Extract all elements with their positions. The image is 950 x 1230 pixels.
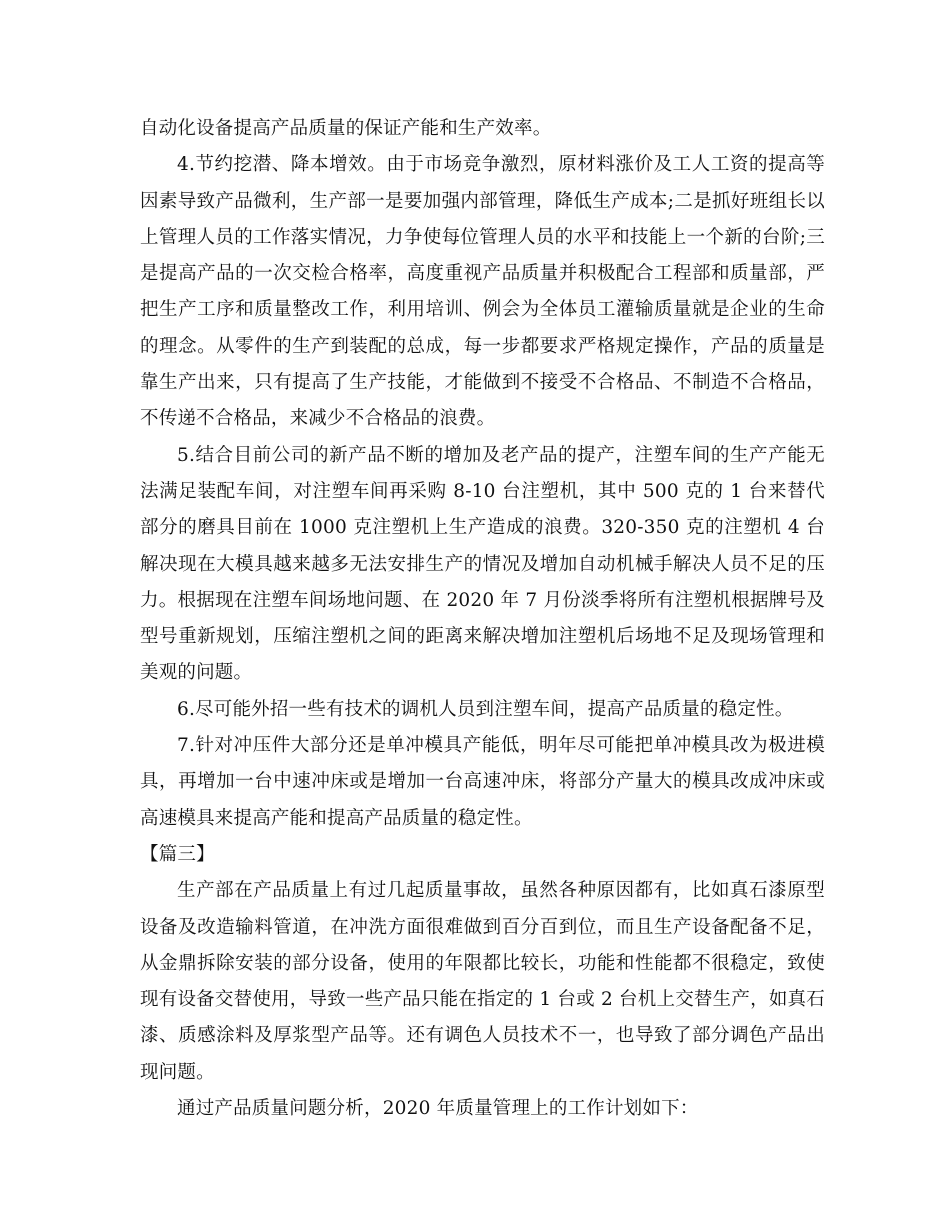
paragraph-part3-plan: 通过产品质量问题分析，2020 年质量管理上的工作计划如下： [177,1098,699,1120]
paragraph-item-7: 7.针对冲压件大部分还是单冲模具产能低，明年尽可能把单冲模具改为极进模具，再增加一台中速冲床或是增加一台高速冲床，将部分产量大的模具改成冲床或高速模具来提高产能和提高产品质量的稳定性。 [140,735,825,829]
section-heading-part3: 【篇三】 [140,843,215,865]
document-body [140,111,825,1127]
paragraph-item-6: 6.尽可能外招一些有技术的调机人员到注塑车间，提高产品质量的稳定性。 [177,698,794,720]
paragraph-part3-body: 生产部在产品质量上有过几起质量事故，虽然各种原因都有，比如真石漆原型设备及改造输料管道，在冲洗方面很难做到百分百到位，而且生产设备配备不足，从金鼎拆除安装的部分设备，使用的年限都比较长，功能和性能都不很稳定，致使现有设备交替使用，导致一些产品只能在指定的 1 台或 2 台机上交替生产，如真石漆、质感涂料及厚浆型产品等。还有调色人员技术不一，也导致了部分调色产品出现问题。 [140,880,825,1083]
paragraph-item-4: 4.节约挖潜、降本增效。由于市场竞争激烈，原材料涨价及工人工资的提高等因素导致产品微利，生产部一是要加强内部管理，降低生产成本;二是抓好班组长以上管理人员的工作落实情况，力争使每位管理人员的水平和技能上一个新的台阶;三是提高产品的一次交检合格率，高度重视产品质量并积极配合工程部和质量部，严把生产工序和质量整改工作，利用培训、例会为全体员工灌输质量就是企业的生命的理念。从零件的生产到装配的总成，每一步都要求严格规定操作，产品的质量是靠生产出来，只有提高了生产技能，才能做到不接受不合格品、不制造不合格品，不传递不合格品，来减少不合格品的浪费。 [140,154,825,430]
paragraph-continuation: 自动化设备提高产品质量的保证产能和生产效率。 [140,118,552,139]
paragraph-item-5: 5.结合目前公司的新产品不断的增加及老产品的提产，注塑车间的生产产能无法满足装配车间，对注塑车间再采购 8-10 台注塑机，其中 500 克的 1 台来替代部分的磨具目前在 1000 克注塑机上生产造成的浪费。320-350 克的注塑机 4 台解决现在大模具越来越多无法安排生产的情况及增加自动机械手解决人员不足的压力。根据现在注塑车间场地问题、在 2020 年 7 月份淡季将所有注塑机根据牌号及型号重新规划，压缩注塑机之间的距离来解决增加注塑机后场地不足及现场管理和美观的问题。 [140,444,825,684]
